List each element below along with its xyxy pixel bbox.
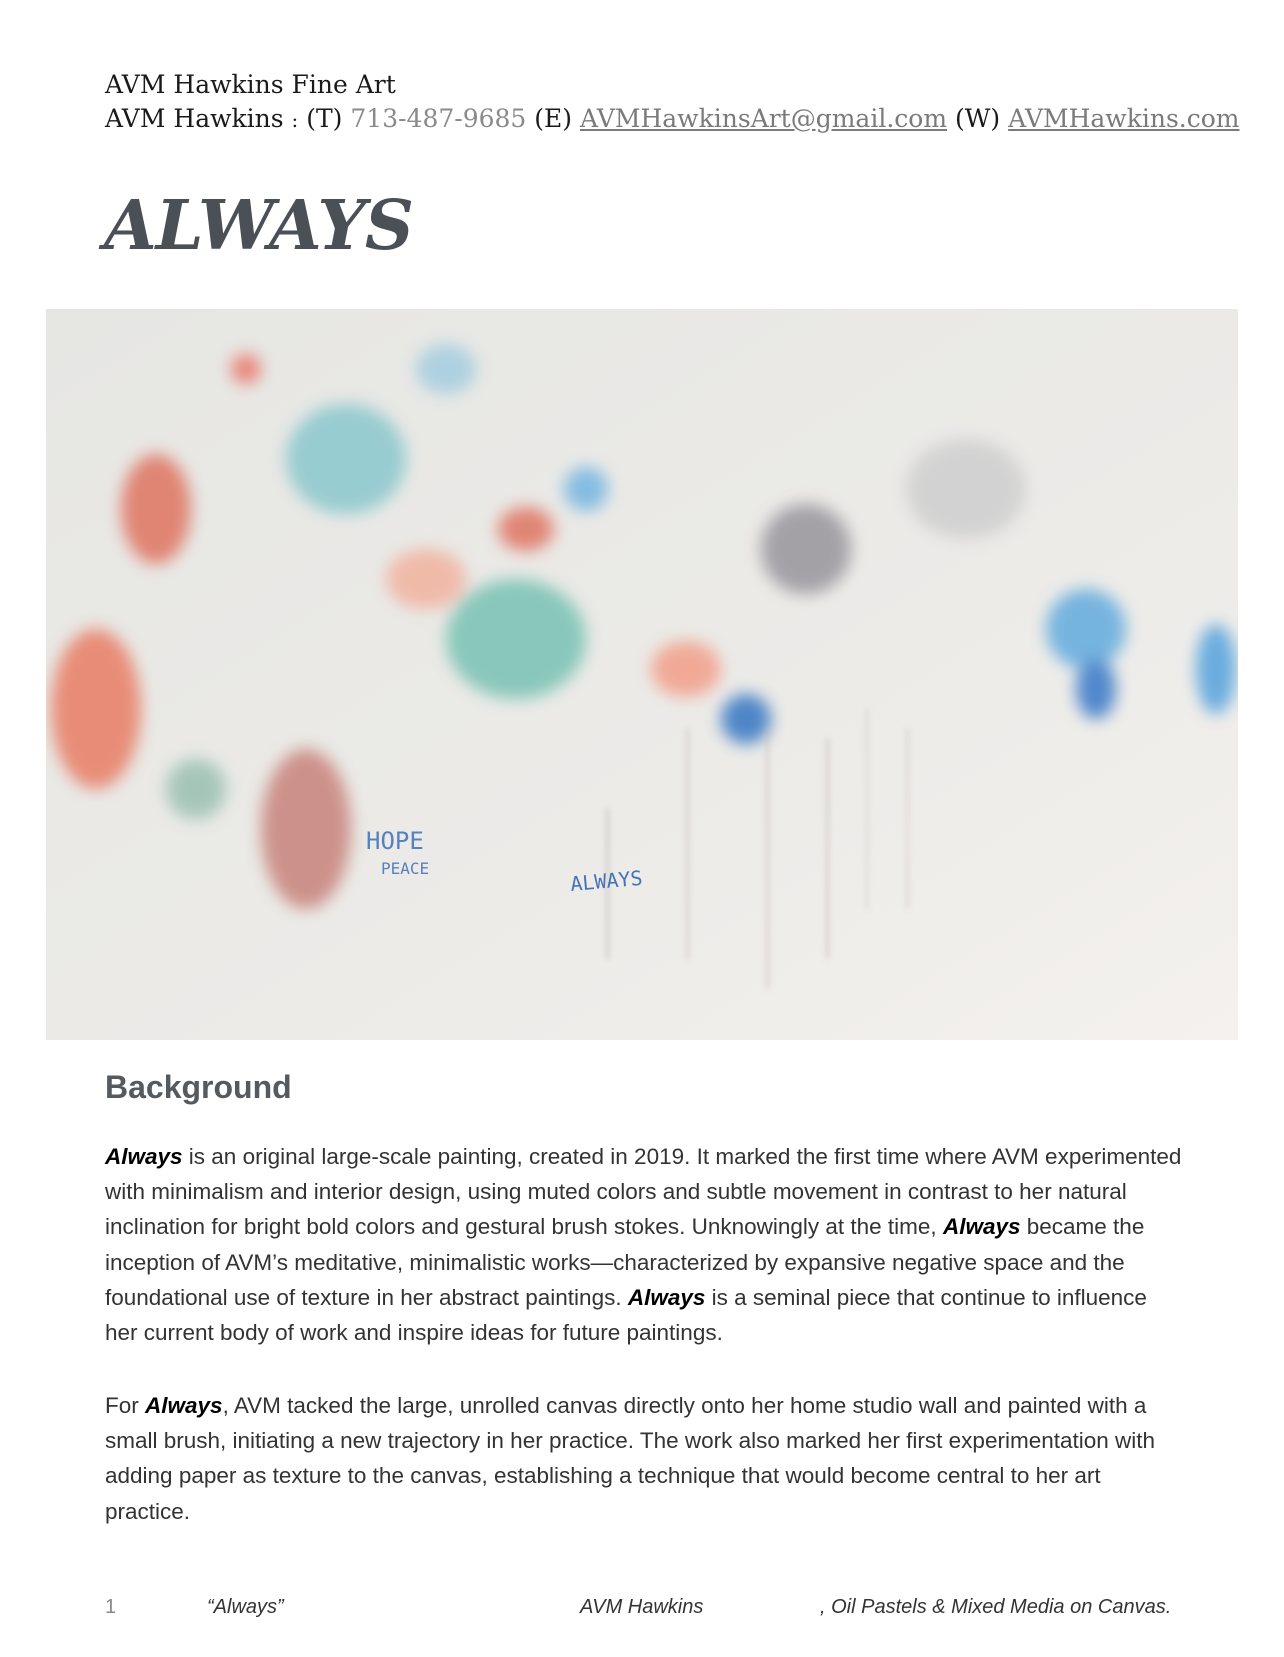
background-paragraph-1 — [105, 1139, 1185, 1350]
paragraph-text: is an original large-scale painting, created in 2019. It marked the first time where AVM experimented with minimalism and interior design, using muted colors and subtle movement in contrast to her natural inclination for bright bold colors and gestural brush stokes. Unknowingly at the time, — [105, 1144, 1182, 1240]
paragraph-text: For — [105, 1393, 146, 1418]
paragraph-text: , AVM tacked the large, unrolled canvas directly onto her home studio wall and painted with a small brush, initiating a new trajectory in her practice. The work also marked her first experimentation with adding paper as texture to the canvas, establishing a technique that would become central to her art practice. — [105, 1393, 1156, 1524]
section-heading: Background — [105, 1069, 292, 1105]
paragraph-text: became the inception of AVM’s meditative, minimalistic works—characterized by expansive negative space and the foundational use of texture in her abstract paintings. — [105, 1214, 1145, 1310]
painting-illustration — [46, 309, 1238, 1040]
website-link[interactable]: AVMHawkins.com — [1008, 104, 1240, 133]
footer-artist: AVM Hawkins — [580, 1596, 704, 1618]
artwork-image — [46, 309, 1238, 1040]
footer-work-title: “Always” — [207, 1596, 284, 1618]
emphasis-title: Always — [145, 1393, 223, 1418]
phone-number: 713-487-9685 — [350, 104, 527, 133]
letterhead — [105, 68, 1240, 137]
artwork-title: ALWAYS — [104, 186, 413, 266]
footer-medium: , Oil Pastels & Mixed Media on Canvas. — [820, 1596, 1172, 1618]
email-label: (E) — [534, 104, 573, 133]
emphasis-title: Always — [105, 1144, 183, 1169]
painting-word-always: ALWAYS — [569, 865, 644, 896]
painting-word-hope: HOPE — [366, 827, 424, 855]
emphasis-title: Always — [627, 1284, 706, 1310]
phone-label: (T) — [306, 104, 343, 133]
painting-word-peace: PEACE — [381, 859, 430, 878]
business-name: AVM Hawkins Fine Art — [105, 70, 396, 99]
page-number: 1 — [105, 1596, 117, 1618]
email-link[interactable]: AVMHawkinsArt@gmail.com — [580, 104, 948, 133]
background-paragraph-2 — [105, 1388, 1185, 1529]
contact-line — [105, 102, 1240, 137]
emphasis-title: Always — [942, 1214, 1021, 1240]
artist-name: AVM Hawkins — [105, 104, 284, 133]
paragraph-text: is a seminal piece that continue to influence her current body of work and inspire ideas for future paintings. — [105, 1284, 1147, 1346]
website-label: (W) — [954, 104, 1001, 133]
colon-separator: : — [291, 108, 299, 132]
